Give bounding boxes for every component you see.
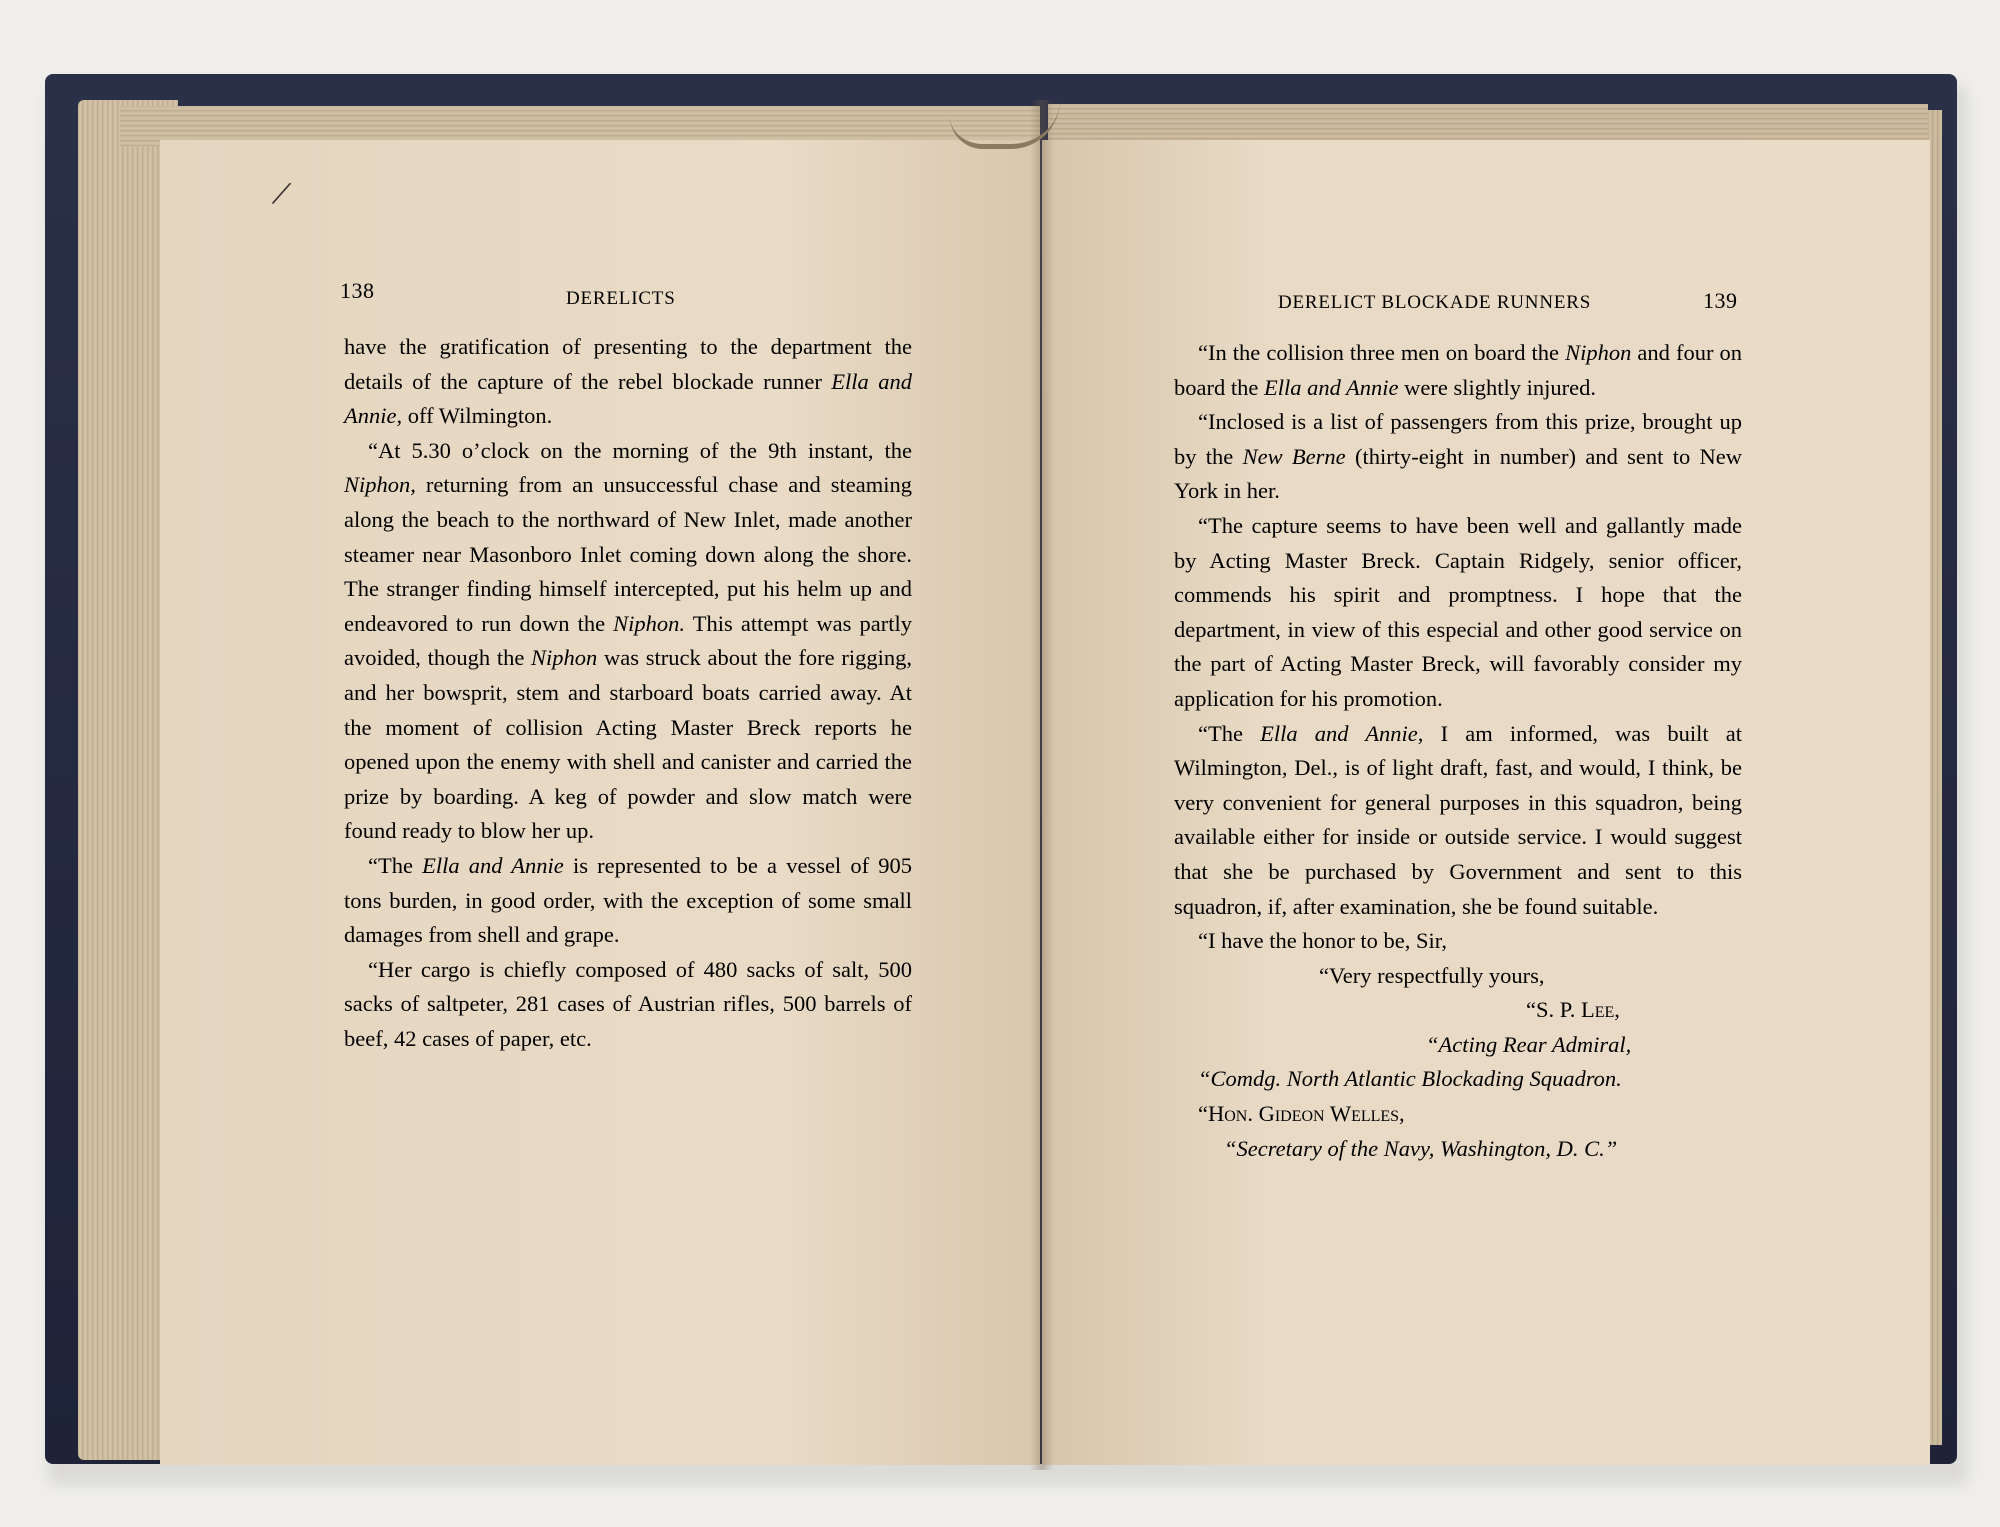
- right-page-number: 139: [1703, 288, 1738, 313]
- addressee-title-text: “Secretary of the Navy, Washington, D. C.”: [1224, 1135, 1618, 1161]
- paragraph: have the gratification of presenting to the department the details of the capture of the rebel blockade runner Ella and Annie, off Wilmington.: [344, 334, 912, 429]
- signer-title-text: “Acting Rear Admiral,: [1426, 1031, 1632, 1057]
- signature: [1526, 993, 2000, 1028]
- paragraph: “The Ella and Annie is represented to be a vessel of 905 tons burden, in good order, with the exception of some small damages from shell and grape.: [344, 852, 913, 948]
- signer-command: [1198, 1062, 1766, 1097]
- left-page-number: 138: [340, 278, 375, 303]
- signer-title: [1426, 1028, 1994, 1063]
- right-running-head: DERELICT BLOCKADE RUNNERS: [1278, 292, 1592, 313]
- valediction: “Very respectfully yours,: [1319, 962, 1545, 988]
- closing-line: “I have the honor to be, Sir,: [1198, 928, 1448, 954]
- pencil-mark: /: [271, 172, 291, 214]
- paragraph: “Inclosed is a list of passengers from this prize, brought up by the New Berne (thirty-eight in number) and sent to New York in her.: [1174, 409, 1742, 504]
- signer-command-text: “Comdg. North Atlantic Blockading Squadron.: [1198, 1066, 1622, 1092]
- book-gutter: [1030, 100, 1054, 1470]
- right-page-body: [1174, 336, 1742, 1166]
- paragraph: “At 5.30 o’clock on the morning of the 9th instant, the Niphon, returning from an unsuccessful chase and steaming along the beach to the northward of New Inlet, made another steamer near Masonboro Inlet coming down along the shore. The stranger finding himself intercepted, put his helm up and endeavored to run down the Niphon. This attempt was partly avoided, though the Niphon was struck about the fore rigging, and her bowsprit, stem and starboard boats carried away. At the moment of collision Acting Master Breck reports he opened upon the enemy with shell and canister and carried the prize by boarding. A keg of powder and slow match were found ready to blow her up.: [344, 437, 913, 844]
- left-running-head: DERELICTS: [566, 288, 676, 309]
- signature-text: “S. P. Lee,: [1526, 997, 1620, 1023]
- addressee-title: [1224, 1132, 1792, 1167]
- paragraph: “The capture seems to have been well and gallantly made by Acting Master Breck. Captain Ridgely, senior officer, commends his spirit and promptness. I hope that the department, in view of this especial and other good service on the part of Acting Master Breck, will favorably consider my application for his promotion.: [1174, 512, 1742, 711]
- addressee-text: “Hon. Gideon Welles,: [1198, 1101, 1405, 1127]
- addressee: [1198, 1097, 1766, 1132]
- paragraph: “The Ella and Annie, I am informed, was built at Wilmington, Del., is of light draft, fast, and would, I think, be very convenient for general purposes in this squadron, being available either for inside or outside service. I would suggest that she be purchased by Government and sent to this squadron, if, after examination, she be found suitable.: [1174, 720, 1742, 919]
- paragraph: “Her cargo is chiefly composed of 480 sacks of salt, 500 sacks of saltpeter, 281 cases of Austrian rifles, 500 barrels of beef, 42 cases of paper, etc.: [344, 956, 912, 1051]
- paragraph: “In the collision three men on board the Niphon and four on board the Ella and Annie were slightly injured.: [1174, 340, 1742, 400]
- left-page-body: [344, 330, 912, 1056]
